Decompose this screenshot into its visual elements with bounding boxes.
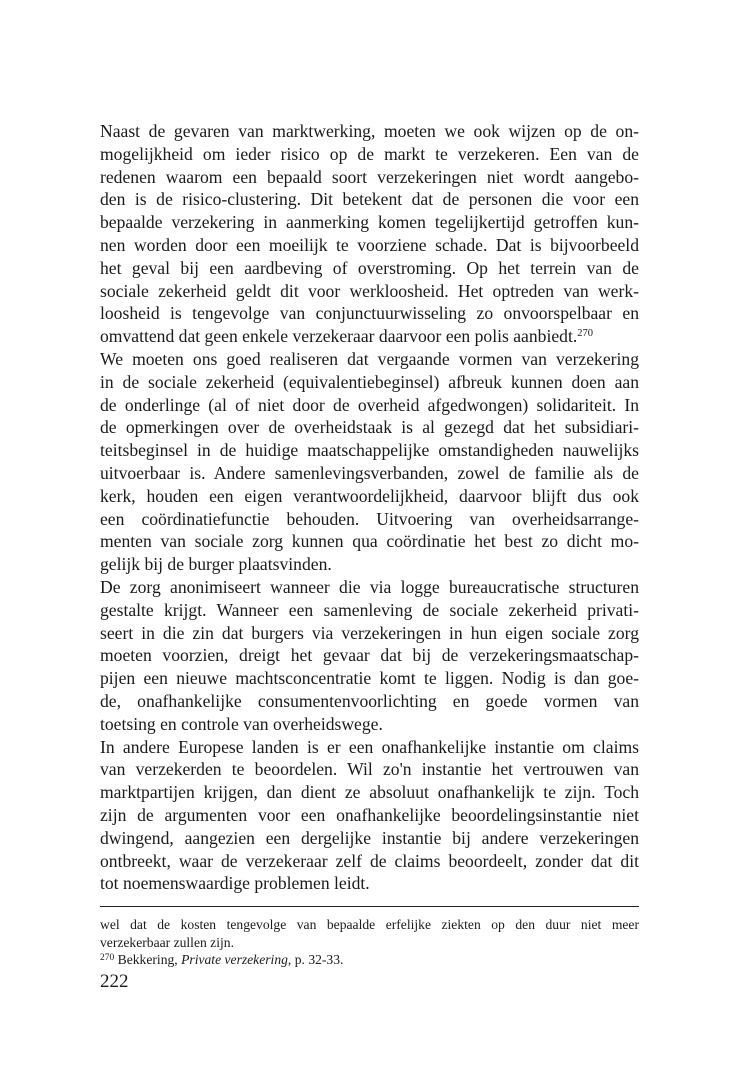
footnotes xyxy=(100,916,639,969)
footnote-number: 270 xyxy=(100,953,115,964)
text-line-last xyxy=(100,325,639,348)
text-line-content: omvattend dat geen enkele verzekeraar daarvoor een polis aanbiedt. xyxy=(100,326,578,347)
text-line: van verzekerden te beoordelen. Wil zo'n instantie het vertrouwen van xyxy=(100,759,639,780)
text-line: den is de risico-clustering. Dit betekent dat de personen die voor een xyxy=(100,189,639,210)
text-line: dwingend, aangezien een dergelijke instantie bij andere verzekeringen xyxy=(100,827,639,848)
paragraph-2 xyxy=(100,348,639,576)
text-line: seert in die zin dat burgers via verzekeringen in hun eigen sociale zorg xyxy=(100,622,639,643)
text-line: sociale zekerheid geldt dit voor werkloosheid. Het optreden van werk- xyxy=(100,280,639,301)
footnote-reference[interactable]: 270 xyxy=(577,328,593,340)
text-line: loosheid is tengevolge van conjunctuurwisseling zo onvoorspelbaar en xyxy=(100,303,639,324)
text-line: de onderlinge (al of niet door de overheid afgedwongen) solidariteit. In xyxy=(100,394,639,415)
paragraph-4 xyxy=(100,736,639,896)
text-line: een coördinatiefunctie behouden. Uitvoering van overheidsarrange- xyxy=(100,508,639,529)
text-line: moeten voorzien, dreigt het gevaar dat bij de verzekeringsmaatschap- xyxy=(100,645,639,666)
body-text xyxy=(100,120,639,895)
text-line: We moeten ons goed realiseren dat vergaande vormen van verzekering xyxy=(100,348,639,369)
text-line: In andere Europese landen is er een onafhankelijke instantie om claims xyxy=(100,736,639,757)
paragraph-1 xyxy=(100,120,639,348)
text-line-last: tot noemenswaardige problemen leidt. xyxy=(100,873,370,894)
text-line: pijen een nieuwe machtsconcentratie komt te liggen. Nodig is dan goe- xyxy=(100,668,639,689)
footnote-divider xyxy=(100,906,639,907)
text-line-last: gelijk bij de burger plaatsvinden. xyxy=(100,554,332,575)
text-line: uitvoerbaar is. Andere samenlevingsverbanden, zowel de familie als de xyxy=(100,462,639,483)
text-line: kerk, houden een eigen verantwoordelijkheid, daarvoor blijft dus ook xyxy=(100,485,639,506)
text-line: zijn de argumenten voor een onafhankelijke beoordelingsinstantie niet xyxy=(100,804,639,825)
footnote-title: Private verzekering xyxy=(181,952,288,968)
footnote-270 xyxy=(100,951,639,969)
text-line: de opmerkingen over de overheidstaak is al gezegd dat het subsidiari- xyxy=(100,417,639,438)
text-line-last: toetsing en controle van overheidswege. xyxy=(100,713,383,734)
text-line: bepaalde verzekering in aanmerking komen tegelijkertijd getroffen kun- xyxy=(100,212,639,233)
text-line: Naast de gevaren van marktwerking, moeten we ook wijzen op de on- xyxy=(100,121,639,141)
footnote-pages: , p. 32-33. xyxy=(287,952,344,968)
text-line: nen worden door een moeilijk te voorziene schade. Dat is bijvoorbeeld xyxy=(100,234,639,255)
text-line: teitsbeginsel in de huidige maatschappelijke omstandigheden nauwelijks xyxy=(100,440,639,461)
footnote-continuation-line: verzekerbaar zullen zijn. xyxy=(100,934,234,950)
text-line: menten van sociale zorg kunnen qua coördinatie het best zo dicht mo- xyxy=(100,531,639,552)
footnote-author: Bekkering, xyxy=(117,952,178,968)
text-line: in de sociale zekerheid (equivalentiebeginsel) afbreuk kunnen doen aan xyxy=(100,371,639,392)
page-number: 222 xyxy=(100,971,129,992)
text-line: het geval bij een aardbeving of overstroming. Op het terrein van de xyxy=(100,257,639,278)
text-line: de, onafhankelijke consumentenvoorlichting en goede vormen van xyxy=(100,690,639,711)
text-line: ontbreekt, waar de verzekeraar zelf de claims beoordeelt, zonder dat dit xyxy=(100,850,639,871)
text-line: gestalte krijgt. Wanneer een samenleving de sociale zekerheid privati- xyxy=(100,599,639,620)
footnote-continuation-line: wel dat de kosten tengevolge van bepaalde erfelijke ziekten op den duur niet meer xyxy=(100,917,639,932)
text-line: redenen waarom een bepaald soort verzekeringen niet wordt aangebo- xyxy=(100,166,639,187)
paragraph-3 xyxy=(100,576,639,736)
text-line: marktpartijen krijgen, dan dient ze absoluut onafhankelijk te zijn. Toch xyxy=(100,782,639,803)
text-line: mogelijkheid om ieder risico op de markt te verzekeren. Een van de xyxy=(100,143,639,164)
text-line: De zorg anonimiseert wanneer die via logge bureaucratische structuren xyxy=(100,576,639,597)
